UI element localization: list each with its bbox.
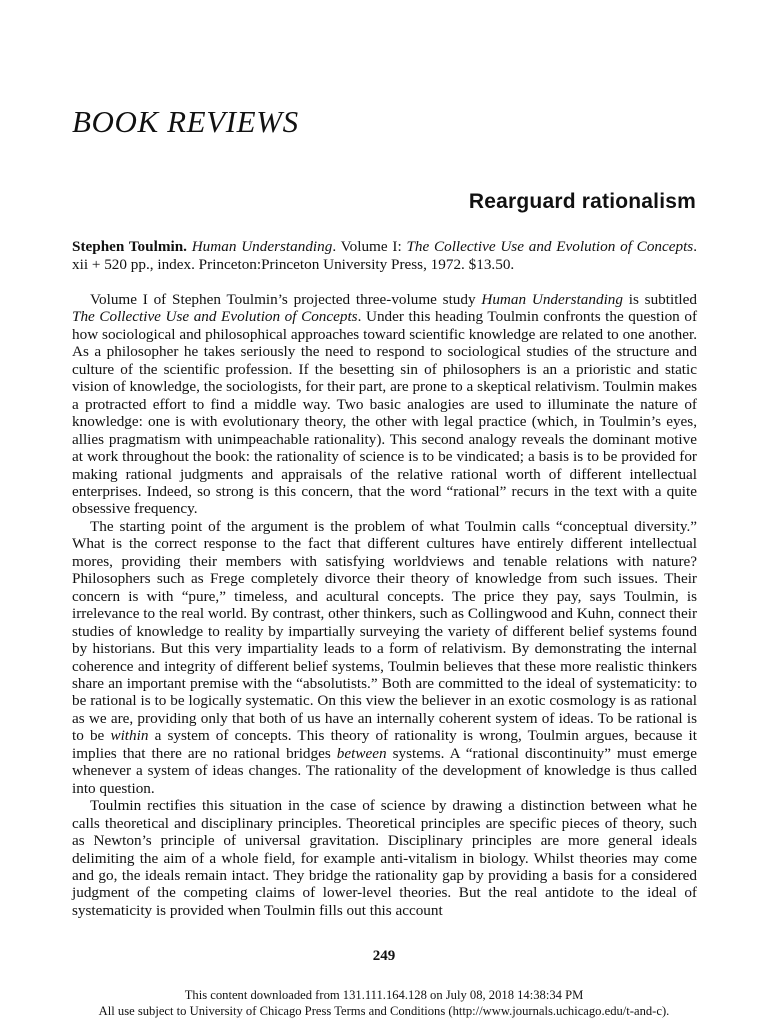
paragraph xyxy=(72,291,697,518)
citation-subtitle: The Collective Use and Evolution of Concepts xyxy=(406,238,694,255)
text-run: systems. A “rational discontinuity” must emerge whenever a system of ideas changes. The rationality of the development of knowledge is thus called into question. xyxy=(72,744,697,797)
text-run: . Under this heading Toulmin confronts the question of how sociological and philosophical approaches toward scientific knowledge are related to one another. As a philosopher he takes seriously the need to respond to sociological studies of the structure and culture of the scientific profession. If the besetting sin of philosophers is an a prioristic and static vision of knowledge, the sociologists, for their part, are prone to a skeptical relativism. Toulmin makes a protracted effort to find a middle way. Two basic analogies are used to illuminate the nature of knowledge: one is with evolutionary theory, the other with legal practice (which, in Toulmin’s eyes, allies pragmatism with unimpeachable rationality). This second analogy reveals the dominant motive at work throughout the book: the rationality of science is to be vindicated; a basis is to be provided for making rational judgments and appraisals of the relative rational worth of different intellectual enterprises. Indeed, so strong is this concern, that the word “rational” recurs in the text with a quite obsessive frequency. xyxy=(72,308,698,518)
download-footer xyxy=(0,987,768,1019)
text-run: Volume I of Stephen Toulmin’s projected three-volume study xyxy=(90,291,482,308)
text-run-italic: between xyxy=(336,744,387,762)
text-run-italic: The Collective Use and Evolution of Concepts xyxy=(72,308,358,326)
text-run: a system of concepts. This theory of rationality is wrong, Toulmin argues, because it implies that there are no rational bridges xyxy=(72,727,697,762)
text-run: Toulmin rectifies this situation in the case of science by drawing a distinction between what he calls theoretical and disciplinary principles. Theoretical principles are specific pieces of theory, such as Newton’s principle of universal gravitation. Disciplinary principles are more general ideals delimiting the aim of a whole field, for example anti-vitalism in biology. Whilst theories may come and go, the ideals remain intact. They bridge the rationality gap by providing a basis for a considered judgment of the competing claims of lower-level theories. But the real antidote to the ideal of systematicity is provided when Toulmin fills out this account xyxy=(72,797,697,919)
citation-details: . xii + 520 pp., index. Princeton:Princeton University Press, 1972. $13.50. xyxy=(72,238,698,273)
review-body xyxy=(72,291,697,919)
citation-volume: . Volume I: xyxy=(332,238,407,255)
page-number: 249 xyxy=(372,948,396,964)
footer-download-line: This content downloaded from 131.111.164.128 on July 08, 2018 14:38:34 PM xyxy=(184,988,584,1002)
section-title: BOOK REVIEWS xyxy=(72,104,299,139)
text-run: The starting point of the argument is the problem of what Toulmin calls “conceptual diversity.” What is the correct response to the fact that different cultures have entirely different intellectual mores, providing their members with satisfying worldviews and tenable relations with nature? Philosophers such as Frege completely divorce their theory of knowledge from such issues. Their concern is with “pure,” timeless, and acultural concepts. The price they pay, says Toulmin, is irrelevance to the real world. By contrast, other thinkers, such as Collingwood and Kuhn, connect their studies of knowledge to reality by impartially surveying the variety of different belief systems found by historians. But this very impartiality leads to a form of relativism. By demonstrating the internal coherence and integrity of different belief systems, Toulmin believes that these more realistic thinkers share an important premise with the “absolutists.” Both are committed to the ideal of systematicity: to be rational is to be logically systematic. On this view the believer in an exotic cosmology is as rational as we are, providing only that both of us have an internally coherent system of ideas. To be rational is to be xyxy=(72,517,697,745)
citation-book-title: Human Understanding xyxy=(191,238,333,255)
book-citation xyxy=(72,238,697,274)
text-run-italic: within xyxy=(110,727,149,745)
citation-author: Stephen Toulmin. xyxy=(72,238,187,255)
text-run: is subtitled xyxy=(622,291,697,308)
footer-terms-line: All use subject to University of Chicago Press Terms and Conditions (http://www.journals.uchicago.edu/t-and-c). xyxy=(98,1004,670,1018)
paragraph xyxy=(72,797,697,919)
paragraph xyxy=(72,518,697,797)
review-title: Rearguard rationalism xyxy=(468,190,696,213)
text-run-italic: Human Understanding xyxy=(481,291,623,308)
